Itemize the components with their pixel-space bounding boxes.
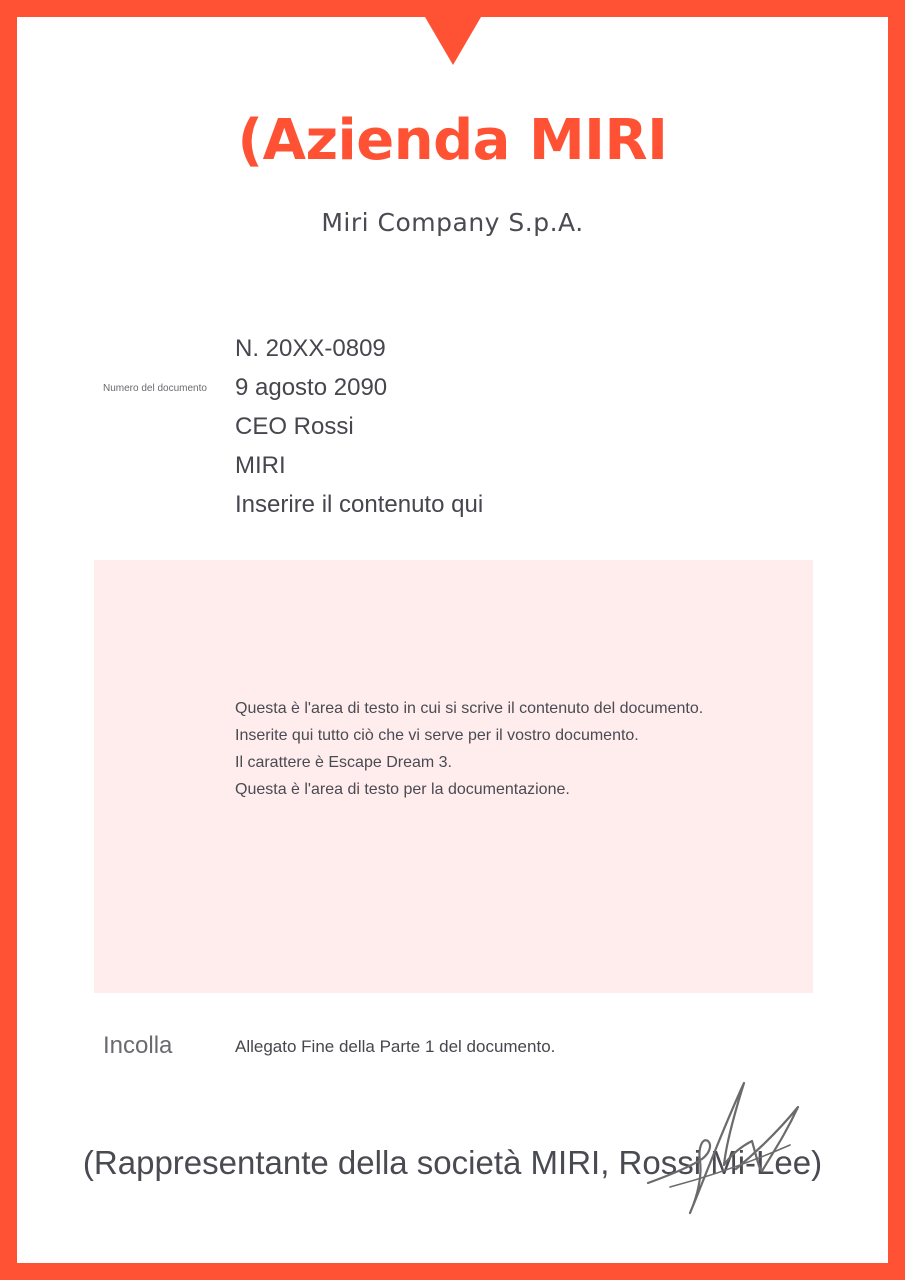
document-author: CEO Rossi: [235, 413, 354, 440]
document-number-label: Numero del documento: [103, 383, 207, 394]
signature-icon: [640, 1075, 810, 1220]
body-line: Questa è l'area di testo per la documentazione.: [235, 781, 570, 798]
document-subject: Inserire il contenuto qui: [235, 491, 484, 518]
company-subtitle: Miri Company S.p.A.: [321, 208, 584, 237]
document-date: 9 agosto 2090: [235, 374, 388, 401]
body-line: Questa è l'area di testo in cui si scrive il contenuto del documento.: [235, 700, 704, 717]
document-company: MIRI: [235, 452, 286, 479]
attachment-text: Allegato Fine della Parte 1 del documento.: [235, 1037, 556, 1056]
document-body-text: [235, 695, 703, 803]
document-number: N. 20XX-0809: [235, 335, 386, 362]
attachment-label: Incolla: [103, 1032, 173, 1059]
representative-line: (Rappresentante della società MIRI, Rossi Mi-Lee): [82, 1144, 823, 1181]
body-line: Inserite qui tutto ciò che vi serve per il vostro documento.: [235, 727, 639, 744]
document-meta-list: [235, 329, 483, 524]
company-title: (Azienda MIRI: [237, 108, 668, 173]
top-notch-decoration: [425, 17, 481, 65]
body-line: Il carattere è Escape Dream 3.: [235, 754, 452, 771]
